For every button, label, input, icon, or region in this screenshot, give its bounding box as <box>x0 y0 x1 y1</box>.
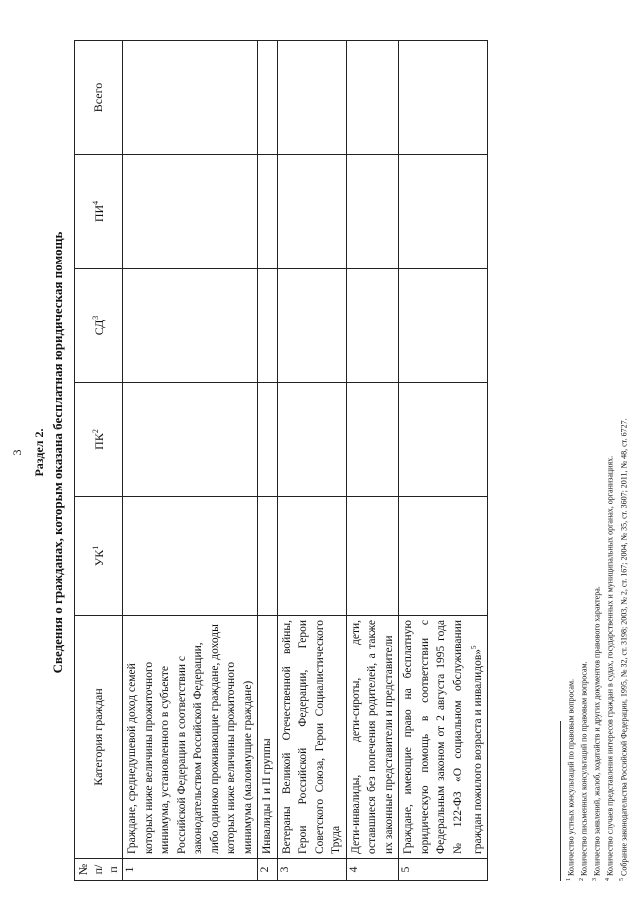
footnote-ref: 3 <box>90 315 100 320</box>
col-header-category: Категория граждан <box>75 616 123 859</box>
row-category: Ветераны Великой Отечественной войны, Герои Российской Федерации, Герои Советского Союза, Герои Социалистического Труда <box>277 616 346 859</box>
row-category-text: Граждане, имеющие право на бесплатную юридическую помощь в соответствии с Федеральным законом от 2 августа 1995 года № 122-ФЗ «О социальном обслуживании граждан пожилого возраста и инвалидов» <box>402 620 484 854</box>
footnote-mark: 2 <box>579 878 586 881</box>
col-header-sd <box>75 269 123 383</box>
table-row <box>258 41 278 881</box>
section-subtitle: Сведения о гражданах, которым оказана бесплатная юридическая помощь <box>50 231 65 674</box>
col-header-sd-label: СД <box>91 319 106 336</box>
row-number: 5 <box>399 859 488 881</box>
footnote <box>603 21 616 881</box>
footnote-ref: 4 <box>90 200 100 205</box>
section-title: Раздел 2. <box>32 428 46 477</box>
table-header-row <box>75 41 123 881</box>
footnote-mark: 5 <box>618 878 625 881</box>
col-header-uk <box>75 497 123 616</box>
footnote-text: Собрание законодательства Российской Федерации, 1995, № 32, ст. 3198; 2003, № 2, ст. 167; 2004, № 35, ст. 3607; 2011, № 48, ст. 6727. <box>619 418 629 876</box>
page-number: 3 <box>10 449 24 456</box>
footnote-ref: 5 <box>470 645 478 649</box>
row-number: 2 <box>258 859 278 881</box>
table-row <box>346 41 399 881</box>
col-header-pk <box>75 383 123 497</box>
row-category: Дети-инвалиды, дети-сироты, дети, оставшиеся без попечения родителей, а также их законные представители и представители <box>346 616 399 859</box>
footnote-mark: 3 <box>592 878 599 881</box>
cell-pi <box>399 155 488 269</box>
cell-uk <box>258 497 278 616</box>
table-row <box>123 41 258 881</box>
footnote <box>617 21 630 881</box>
col-header-total: Всего <box>75 41 123 155</box>
cell-sd <box>123 269 258 383</box>
footnote-text: Количество устных консультаций по правовым вопросам. <box>566 678 576 876</box>
cell-uk <box>399 497 488 616</box>
footnote <box>564 21 577 881</box>
cell-sd <box>399 269 488 383</box>
cell-uk <box>123 497 258 616</box>
footnote <box>577 21 590 881</box>
footnote-text: Количество случаев представления интересов граждан в судах, государственных и муниципальных органах, организациях. <box>606 455 616 876</box>
footnote-text: Количество письменных консультаций по правовым вопросам. <box>579 661 589 876</box>
col-header-pi <box>75 155 123 269</box>
table-row <box>399 41 488 881</box>
cell-total <box>258 41 278 155</box>
cell-pk <box>346 383 399 497</box>
row-number: 4 <box>346 859 399 881</box>
cell-sd <box>346 269 399 383</box>
cell-sd <box>258 269 278 383</box>
row-category: Граждане, среднедушевой доход семей которых ниже величины прожиточного минимума, установленного в субъекте Российской Федерации в соответствии с законодательством Российской Федерации, либо одиноко проживающие граждане, доходы которых ниже величины прожиточного минимума (малоимущие граждане) <box>123 616 258 859</box>
cell-total <box>346 41 399 155</box>
cell-uk <box>277 497 346 616</box>
footnote-divider <box>560 721 561 881</box>
footnote-mark: 1 <box>566 878 572 881</box>
table-row <box>277 41 346 881</box>
cell-pk <box>277 383 346 497</box>
cell-total <box>123 41 258 155</box>
cell-total <box>399 41 488 155</box>
cell-pi <box>346 155 399 269</box>
col-header-pk-label: ПК <box>91 433 106 450</box>
row-category: Инвалиды I и II группы <box>258 616 278 859</box>
col-header-num: № п/п <box>75 859 123 881</box>
cell-pi <box>277 155 346 269</box>
cell-pi <box>123 155 258 269</box>
row-category <box>399 616 488 859</box>
row-number: 3 <box>277 859 346 881</box>
footnote-mark: 4 <box>605 878 612 881</box>
col-header-pi-label: ПИ <box>91 204 106 223</box>
footnote-ref: 2 <box>90 429 100 434</box>
cell-pi <box>258 155 278 269</box>
footnote-text: Количество заявлений, жалоб, ходатайств и других документов правового характера. <box>592 586 602 876</box>
cell-pk <box>399 383 488 497</box>
cell-pk <box>258 383 278 497</box>
col-header-uk-label: УК <box>91 549 106 567</box>
citizens-table <box>74 40 488 881</box>
cell-uk <box>346 497 399 616</box>
footnote <box>590 21 603 881</box>
cell-total <box>277 41 346 155</box>
row-number: 1 <box>123 859 258 881</box>
footnote-ref: 1 <box>90 545 100 550</box>
cell-pk <box>123 383 258 497</box>
footnotes <box>560 21 630 881</box>
cell-sd <box>277 269 346 383</box>
